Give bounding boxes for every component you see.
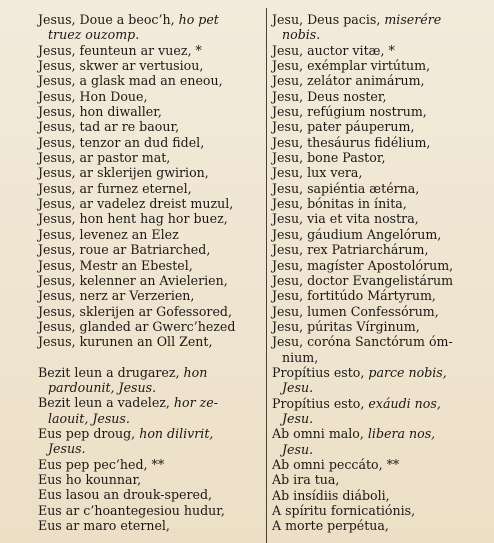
response-text: libera nos,	[367, 426, 436, 442]
line-text: A morte perpétua,	[272, 518, 389, 534]
line-text: Jesus, tenzor an dud fidel,	[38, 134, 205, 150]
breton-line	[38, 472, 266, 487]
latin-line	[272, 181, 484, 196]
line-text: Jesu, magíster Apostolórum,	[272, 257, 454, 273]
line-text: Jesu, thesáurus fidélium,	[272, 134, 431, 150]
breton-line	[38, 89, 266, 104]
line-text: Jesus, tad ar re baour,	[38, 119, 180, 135]
response-text: Jesus.	[48, 441, 86, 457]
latin-line	[272, 273, 484, 288]
line-text: Jesu, púritas Vírginum,	[272, 318, 420, 334]
latin-line	[272, 442, 484, 457]
response-text: miserére	[384, 12, 442, 27]
line-text: Jesu, auctor vitæ, *	[272, 42, 395, 58]
breton-line	[38, 426, 266, 441]
response-text: nobis.	[282, 27, 321, 43]
line-text: Propítius esto,	[272, 395, 369, 411]
breton-line	[38, 288, 266, 303]
line-text: Jesu, coróna Sanctórum óm-	[272, 334, 453, 350]
line-text: Jesu, bone Pastor,	[272, 150, 386, 166]
response-text: hor ze-	[173, 395, 218, 411]
latin-line	[272, 12, 484, 27]
line-text: Jesu, sapiéntia ætérna,	[272, 180, 420, 196]
response-text: hon dilivrit,	[139, 425, 214, 441]
latin-line	[272, 227, 484, 242]
latin-line	[272, 242, 484, 257]
line-text: Jesu, lux vera,	[272, 165, 363, 181]
line-text: Propítius esto,	[272, 364, 369, 380]
latin-line	[272, 104, 484, 119]
line-text: Eus ho kounnar,	[38, 471, 142, 487]
breton-line	[38, 411, 266, 426]
line-text: nium,	[282, 349, 319, 365]
line-text: Jesus, sklerijen ar Gofessored,	[38, 303, 232, 319]
line-text: Eus pep droug,	[38, 425, 140, 441]
breton-line	[38, 58, 266, 73]
line-text: Jesus, kurunen an Oll Zent,	[38, 334, 213, 350]
line-text: Jesus, Hon Doue,	[38, 88, 148, 104]
line-text: Jesus, Mestr an Ebestel,	[38, 257, 193, 273]
breton-line	[38, 196, 266, 211]
breton-line	[38, 304, 266, 319]
line-text: Jesus, levenez an Elez	[38, 226, 179, 242]
line-text: Jesu, rex Patriarchárum,	[272, 242, 429, 258]
line-text: Jesu, via et vita nostra,	[272, 211, 419, 227]
latin-line	[272, 503, 484, 518]
response-text: pardounit, Jesus.	[48, 379, 157, 395]
latin-column	[272, 12, 484, 534]
line-text: Jesus, Doue a beoc’h,	[38, 12, 179, 27]
breton-line	[38, 12, 266, 27]
line-text: Jesus, hon hent hag hor buez,	[38, 211, 228, 227]
breton-line	[38, 518, 266, 533]
breton-line	[38, 135, 266, 150]
latin-line	[272, 411, 484, 426]
line-text: Bezit leun a vadelez,	[38, 395, 174, 411]
breton-line	[38, 242, 266, 257]
latin-line	[272, 73, 484, 88]
line-text: Jesu, zelátor animárum,	[272, 73, 425, 89]
line-text: Eus lasou an drouk-spered,	[38, 487, 213, 503]
line-text: Jesus, glanded ar Gwerc’hezed	[38, 318, 236, 334]
breton-line	[38, 165, 266, 180]
response-text: hon	[183, 364, 208, 380]
breton-line	[38, 441, 266, 456]
latin-line	[272, 89, 484, 104]
latin-line	[272, 58, 484, 73]
response-text: ho pet	[178, 12, 219, 27]
line-text: Jesu, Deus noster,	[272, 88, 387, 104]
latin-line	[272, 135, 484, 150]
latin-line	[272, 396, 484, 411]
line-text: Jesus, ar furnez eternel,	[38, 180, 192, 196]
breton-line	[38, 27, 266, 42]
line-text: Ab ira tua,	[272, 472, 340, 488]
latin-line	[272, 457, 484, 472]
breton-line	[38, 119, 266, 134]
latin-line	[272, 488, 484, 503]
latin-line	[272, 288, 484, 303]
latin-line	[272, 426, 484, 441]
line-text: Eus ar c’hoantegesiou hudur,	[38, 502, 225, 518]
latin-line	[272, 365, 484, 380]
breton-line	[38, 181, 266, 196]
line-text: Jesu, gáudium Angelórum,	[272, 226, 442, 242]
line-text: Ab insídiis diáboli,	[272, 487, 390, 503]
latin-line	[272, 380, 484, 395]
response-text: Jesu.	[282, 441, 314, 457]
breton-line	[38, 73, 266, 88]
latin-line	[272, 334, 484, 349]
breton-line	[38, 395, 266, 410]
stanza-gap	[38, 350, 266, 365]
line-text: Jesu, fortitúdo Mártyrum,	[272, 288, 436, 304]
latin-line	[272, 319, 484, 334]
breton-line	[38, 273, 266, 288]
line-text: Bezit leun a drugarez,	[38, 364, 184, 380]
response-text: Jesu.	[282, 410, 314, 426]
breton-line	[38, 43, 266, 58]
breton-line	[38, 487, 266, 502]
column-divider	[266, 8, 267, 543]
latin-line	[272, 27, 484, 42]
latin-line	[272, 211, 484, 226]
line-text: Eus pep pec’hed, **	[38, 456, 165, 472]
line-text: Ab omni malo,	[272, 426, 368, 442]
breton-line	[38, 258, 266, 273]
breton-line	[38, 457, 266, 472]
breton-line	[38, 380, 266, 395]
latin-line	[272, 196, 484, 211]
breton-line	[38, 150, 266, 165]
line-text: Jesus, ar sklerijen gwirion,	[38, 165, 209, 181]
line-text: Jesu, pater páuperum,	[272, 119, 415, 135]
response-text: truez ouzomp.	[48, 27, 140, 43]
line-text: Jesus, nerz ar Verzerien,	[38, 288, 195, 304]
latin-line	[272, 150, 484, 165]
response-text: Jesu.	[282, 380, 314, 396]
line-text: Jesu, bónitas in ínita,	[272, 196, 407, 212]
line-text: Jesu, Deus pacis,	[272, 12, 385, 27]
latin-line	[272, 350, 484, 365]
line-text: Jesus, ar vadelez dreist muzul,	[38, 196, 234, 212]
line-text: Jesu, exémplar virtútum,	[272, 58, 431, 74]
latin-line	[272, 119, 484, 134]
breton-line	[38, 319, 266, 334]
response-text: parce nobis,	[368, 364, 447, 380]
line-text: Jesus, hon diwaller,	[38, 104, 162, 120]
breton-line	[38, 503, 266, 518]
line-text: Jesus, ar pastor mat,	[38, 150, 171, 166]
breton-line	[38, 227, 266, 242]
breton-column	[38, 12, 266, 533]
response-text: exáudi nos,	[368, 395, 441, 411]
line-text: Jesus, skwer ar vertusiou,	[38, 58, 204, 74]
breton-line	[38, 104, 266, 119]
breton-line	[38, 334, 266, 349]
line-text: Jesu, refúgium nostrum,	[272, 104, 427, 120]
breton-line	[38, 211, 266, 226]
line-text: Jesus, a glask mad an eneou,	[38, 73, 223, 89]
line-text: Jesu, lumen Confessórum,	[272, 303, 439, 319]
line-text: A spíritu fornicatiónis,	[272, 503, 416, 518]
line-text: Jesu, doctor Evangelistárum	[272, 272, 454, 288]
line-text: Ab omni peccáto, **	[272, 456, 400, 472]
response-text: laouit, Jesus.	[48, 410, 130, 426]
latin-line	[272, 518, 484, 533]
latin-line	[272, 304, 484, 319]
latin-line	[272, 165, 484, 180]
latin-line	[272, 258, 484, 273]
line-text: Jesus, feunteun ar vuez, *	[38, 42, 202, 58]
breton-line	[38, 365, 266, 380]
line-text: Eus ar maro eternel,	[38, 518, 170, 533]
line-text: Jesus, roue ar Batriarched,	[38, 242, 211, 258]
line-text: Jesus, kelenner an Avielerien,	[38, 272, 228, 288]
latin-line	[272, 43, 484, 58]
latin-line	[272, 472, 484, 487]
